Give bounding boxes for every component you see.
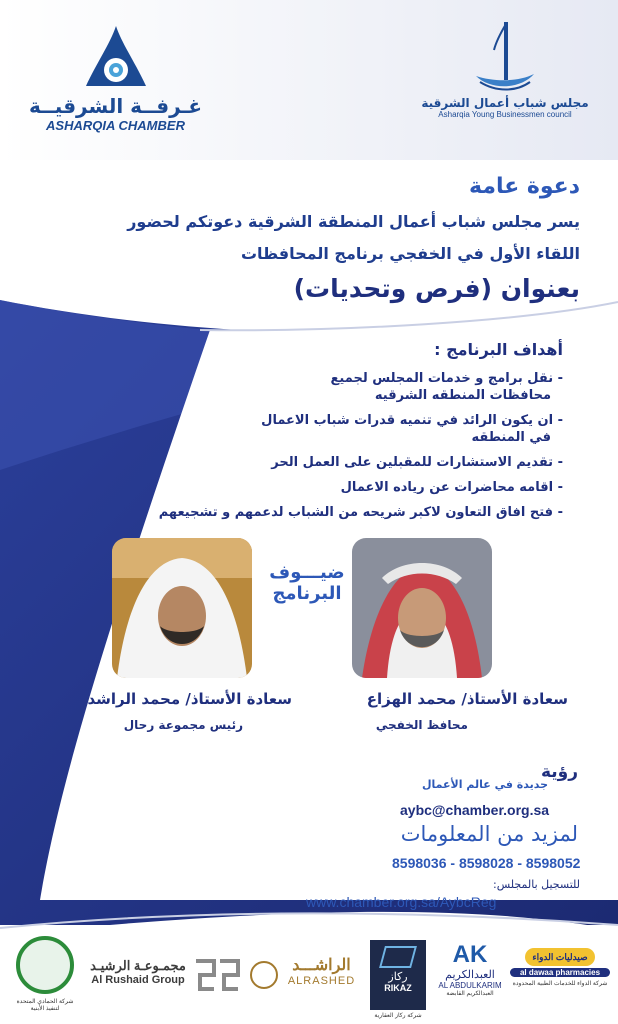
twin-r-logo-icon xyxy=(192,955,242,995)
register-url[interactable]: www.chamber.org.sa/AybcReg xyxy=(306,894,497,910)
vision-word: رؤية xyxy=(540,762,578,782)
guest-2-role: رئيس مجموعة رحال xyxy=(123,718,243,732)
guests-label xyxy=(262,562,352,604)
alrushaid-name-arabic: مجمـوعـة الرشيـد xyxy=(90,958,186,973)
contact-phones: 8598036 - 8598028 - 8598052 xyxy=(392,855,581,871)
sponsor-rikaz xyxy=(370,940,426,1010)
register-label: للتسجيل بالمجلس: xyxy=(493,878,580,891)
guest-1-role: محافظ الخفجي xyxy=(375,718,468,732)
objective-line: - نقل برامج و خدمات المجلس لجميع xyxy=(330,371,563,386)
alrashed-badge-icon xyxy=(250,961,278,989)
invitation-title: دعوة عامة xyxy=(468,174,580,199)
chamber-name-english: ASHARQIA CHAMBER xyxy=(46,118,185,133)
guest-portrait-image xyxy=(352,538,492,678)
abdulkarim-name-arabic: العبدالكريم xyxy=(445,969,495,981)
more-info-label: لمزيد من المعلومات xyxy=(400,822,578,846)
sponsor-abdulkarim xyxy=(430,942,510,1014)
chamber-name-arabic: غـرفــة الشرقيــة xyxy=(28,94,203,118)
aldawaa-logo-icon: صيدليات الدواء xyxy=(525,948,595,966)
abdulkarim-holding: العبدالكريم القابضة xyxy=(446,991,494,997)
rikaz-name-english: RIKAZ xyxy=(384,983,412,993)
guest-portrait-image xyxy=(112,538,252,678)
aldawaa-name-english: al dawaa pharmacies xyxy=(510,968,610,977)
objective-line: - فتح افاق التعاون لاكبر شريحه من الشباب لدعمهم و تشجيعهم xyxy=(158,505,563,520)
asharqia-chamber-logo xyxy=(28,24,203,144)
rikaz-name-arabic: ركاز xyxy=(388,971,408,983)
event-place: المكان : قاعة الخفجي للإحتفالات xyxy=(116,816,268,853)
invitation-line-2: اللقاء الأول في الخفجي برنامج المحافظات xyxy=(240,244,580,263)
council-emblem-icon xyxy=(470,20,540,96)
aldawaa-company-name: شركة الدواء للخدمات الطبية المحدودة xyxy=(512,981,608,987)
event-date: الموعد : الأحد ١/٢/٢٠١٥م xyxy=(96,774,268,790)
council-logo xyxy=(410,20,600,140)
guests-label-line-1: ضيـــوف xyxy=(269,562,345,583)
event-city: مدينة الخفجي xyxy=(122,858,218,874)
alhamadi-seal-icon xyxy=(16,936,74,994)
abdulkarim-name-english: AL ABDULKARIM xyxy=(438,981,502,990)
objective-line: - اقامه محاضرات عن رياده الاعمال xyxy=(340,480,563,495)
guest-photo-alrashed xyxy=(112,538,252,678)
rikaz-company-name: شركة ركاز العقارية xyxy=(374,1013,422,1019)
guest-1-name: سعادة الأستاذ/ محمد الهزاع xyxy=(366,690,568,708)
guest-2-name: سعادة الأستاذ/ محمد الراشد xyxy=(87,690,292,708)
invitation-line-1: يسر مجلس شباب أعمال المنطقة الشرقية دعوتكم لحضور xyxy=(127,212,580,231)
sponsor-emblem-2r xyxy=(192,955,242,995)
objectives-heading: أهداف البرنامج : xyxy=(434,340,563,359)
objectives-list xyxy=(158,370,563,521)
objective-line: في المنطقه xyxy=(471,430,551,445)
sponsor-aldawaa xyxy=(510,948,610,1008)
guest-photo-alhazza xyxy=(352,538,492,678)
alrushaid-name-english: Al Rushaid Group xyxy=(91,974,185,986)
abdulkarim-ak-icon: AK xyxy=(452,941,488,968)
rikaz-emblem-icon xyxy=(379,946,417,968)
event-time: الوقـت : الساعة ٦:٠٠ مساءً xyxy=(81,795,268,811)
objective-line: - ان يكون الرائد في تنميه قدرات شباب الاعمال xyxy=(261,413,563,428)
sponsor-alrushaid xyxy=(86,958,190,998)
alhamadi-company-name: شركة الحمادي المتحدة لتنفيذ الأبنية xyxy=(16,999,74,1012)
invitation-headline: بعنوان (فرص وتحديات) xyxy=(293,274,580,303)
event-details xyxy=(58,772,268,877)
alrashed-name-english: ALRASHED xyxy=(287,975,356,987)
contact-email[interactable]: aybc@chamber.org.sa xyxy=(400,802,550,818)
chamber-sail-icon xyxy=(76,24,156,94)
objective-line: - تقديم الاستشارات للمقبلين على العمل الحر xyxy=(271,455,563,470)
sponsor-alhamadi xyxy=(10,936,80,1020)
council-name-arabic: مجلس شباب أعمال الشرقية xyxy=(421,96,589,110)
objective-line: محافظات المنطقه الشرقيه xyxy=(374,388,551,403)
guests-label-line-2: البرنامج xyxy=(272,583,342,604)
alrashed-name-arabic: الراشـــد xyxy=(292,957,351,974)
sponsor-alrashed xyxy=(250,955,365,995)
vision-tagline: جديدة في عالم الأعمال xyxy=(421,778,548,791)
council-name-english: Asharqia Young Businessmen council xyxy=(438,110,572,119)
